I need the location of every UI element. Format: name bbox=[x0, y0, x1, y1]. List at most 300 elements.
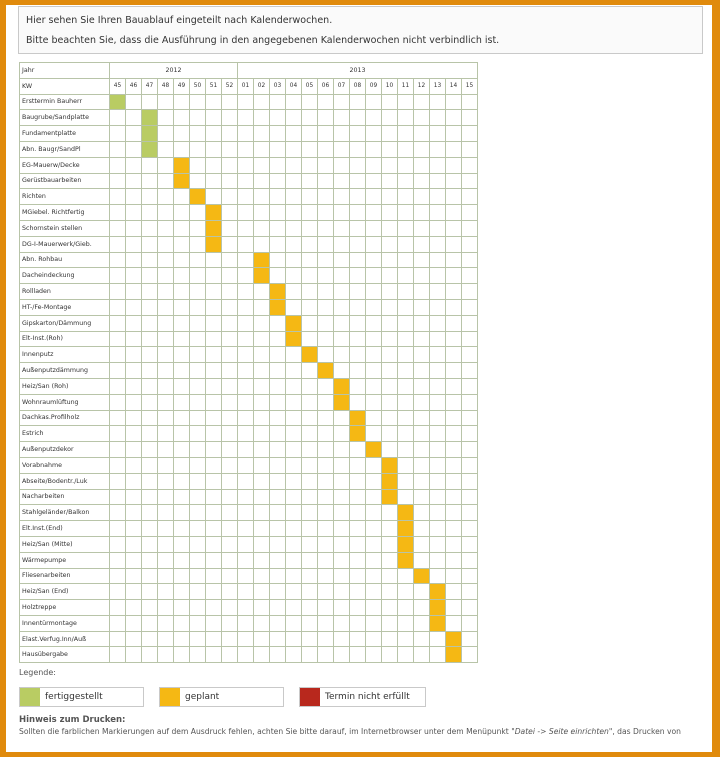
print-hint-title: Hinweis zum Drucken: bbox=[19, 715, 126, 725]
task-week-marker bbox=[446, 631, 462, 647]
week-cell bbox=[110, 220, 126, 236]
week-cell bbox=[158, 505, 174, 521]
week-cell bbox=[126, 299, 142, 315]
week-cell bbox=[334, 584, 350, 600]
week-cell bbox=[366, 299, 382, 315]
week-cell bbox=[142, 220, 158, 236]
week-cell bbox=[142, 426, 158, 442]
week-cell bbox=[350, 157, 366, 173]
task-week-marker bbox=[334, 394, 350, 410]
week-cell bbox=[270, 615, 286, 631]
week-cell bbox=[398, 252, 414, 268]
week-cell bbox=[318, 584, 334, 600]
week-cell bbox=[190, 205, 206, 221]
week-cell bbox=[398, 489, 414, 505]
week-cell bbox=[414, 647, 430, 663]
week-cell bbox=[302, 205, 318, 221]
week-cell bbox=[430, 473, 446, 489]
week-cell bbox=[270, 631, 286, 647]
week-cell bbox=[158, 284, 174, 300]
task-name: Dachkas.Profilholz bbox=[20, 410, 110, 426]
task-name: Estrich bbox=[20, 426, 110, 442]
week-cell bbox=[254, 205, 270, 221]
week-cell bbox=[110, 236, 126, 252]
week-cell bbox=[318, 268, 334, 284]
week-cell bbox=[126, 489, 142, 505]
week-cell bbox=[174, 600, 190, 616]
week-cell bbox=[222, 252, 238, 268]
task-name: Wärmepumpe bbox=[20, 552, 110, 568]
week-cell bbox=[462, 647, 478, 663]
week-cell bbox=[158, 126, 174, 142]
week-cell bbox=[430, 252, 446, 268]
week-cell bbox=[286, 268, 302, 284]
week-cell bbox=[286, 299, 302, 315]
week-cell bbox=[398, 442, 414, 458]
week-cell bbox=[398, 457, 414, 473]
week-cell bbox=[158, 110, 174, 126]
week-cell bbox=[206, 299, 222, 315]
week-cell bbox=[270, 363, 286, 379]
week-cell bbox=[414, 315, 430, 331]
week-cell bbox=[190, 173, 206, 189]
week-cell bbox=[382, 126, 398, 142]
week-cell bbox=[110, 521, 126, 537]
week-cell bbox=[174, 378, 190, 394]
week-cell bbox=[462, 442, 478, 458]
week-cell bbox=[446, 505, 462, 521]
task-week-marker bbox=[302, 347, 318, 363]
week-cell bbox=[414, 110, 430, 126]
week-cell bbox=[382, 552, 398, 568]
week-cell bbox=[334, 189, 350, 205]
task-row bbox=[20, 189, 478, 205]
week-cell bbox=[254, 141, 270, 157]
week-cell bbox=[462, 236, 478, 252]
week-cell bbox=[398, 600, 414, 616]
week-cell bbox=[302, 126, 318, 142]
week-cell bbox=[254, 457, 270, 473]
week-cell bbox=[286, 189, 302, 205]
week-cell bbox=[366, 126, 382, 142]
week-header-cell: 14 bbox=[446, 78, 462, 94]
week-cell bbox=[366, 631, 382, 647]
week-cell bbox=[206, 378, 222, 394]
week-header-label: KW bbox=[20, 78, 110, 94]
week-cell bbox=[158, 521, 174, 537]
week-cell bbox=[270, 521, 286, 537]
week-cell bbox=[190, 615, 206, 631]
week-cell bbox=[206, 363, 222, 379]
task-week-marker bbox=[190, 189, 206, 205]
week-cell bbox=[446, 315, 462, 331]
week-cell bbox=[254, 236, 270, 252]
week-cell bbox=[382, 205, 398, 221]
week-cell bbox=[238, 505, 254, 521]
week-cell bbox=[222, 410, 238, 426]
week-cell bbox=[270, 173, 286, 189]
week-cell bbox=[270, 157, 286, 173]
week-cell bbox=[382, 299, 398, 315]
week-cell bbox=[206, 189, 222, 205]
week-cell bbox=[286, 141, 302, 157]
week-cell bbox=[270, 205, 286, 221]
week-cell bbox=[238, 615, 254, 631]
week-cell bbox=[174, 631, 190, 647]
week-cell bbox=[206, 615, 222, 631]
week-cell bbox=[222, 110, 238, 126]
task-week-marker bbox=[318, 363, 334, 379]
week-cell bbox=[334, 568, 350, 584]
week-header-cell: 05 bbox=[302, 78, 318, 94]
week-cell bbox=[382, 173, 398, 189]
week-cell bbox=[302, 236, 318, 252]
year-header-cell: 2013 bbox=[238, 63, 478, 79]
week-cell bbox=[190, 378, 206, 394]
week-cell bbox=[174, 347, 190, 363]
week-cell bbox=[142, 394, 158, 410]
task-week-marker bbox=[206, 205, 222, 221]
week-cell bbox=[318, 284, 334, 300]
week-cell bbox=[430, 268, 446, 284]
week-cell bbox=[366, 426, 382, 442]
week-cell bbox=[158, 173, 174, 189]
week-cell bbox=[254, 299, 270, 315]
week-cell bbox=[398, 584, 414, 600]
week-cell bbox=[222, 347, 238, 363]
week-cell bbox=[350, 363, 366, 379]
week-header-cell: 45 bbox=[110, 78, 126, 94]
week-cell bbox=[366, 363, 382, 379]
week-cell bbox=[158, 189, 174, 205]
task-name: Außenputzdämmung bbox=[20, 363, 110, 379]
week-header-cell: 15 bbox=[462, 78, 478, 94]
week-cell bbox=[206, 552, 222, 568]
task-week-marker bbox=[142, 110, 158, 126]
week-cell bbox=[286, 252, 302, 268]
week-cell bbox=[414, 299, 430, 315]
week-cell bbox=[350, 110, 366, 126]
week-cell bbox=[174, 189, 190, 205]
week-cell bbox=[238, 110, 254, 126]
week-cell bbox=[270, 489, 286, 505]
week-cell bbox=[222, 157, 238, 173]
week-cell bbox=[334, 94, 350, 110]
week-cell bbox=[398, 110, 414, 126]
week-cell bbox=[142, 252, 158, 268]
week-cell bbox=[158, 363, 174, 379]
week-cell bbox=[446, 536, 462, 552]
week-cell bbox=[446, 347, 462, 363]
week-cell bbox=[366, 110, 382, 126]
week-cell bbox=[270, 252, 286, 268]
week-cell bbox=[190, 426, 206, 442]
week-cell bbox=[446, 236, 462, 252]
week-cell bbox=[286, 173, 302, 189]
week-cell bbox=[110, 157, 126, 173]
week-cell bbox=[142, 473, 158, 489]
week-cell bbox=[110, 600, 126, 616]
week-cell bbox=[110, 252, 126, 268]
week-cell bbox=[238, 331, 254, 347]
week-cell bbox=[302, 536, 318, 552]
week-cell bbox=[302, 299, 318, 315]
week-cell bbox=[254, 489, 270, 505]
week-cell bbox=[430, 489, 446, 505]
task-row bbox=[20, 126, 478, 142]
week-cell bbox=[190, 331, 206, 347]
week-cell bbox=[446, 615, 462, 631]
week-cell bbox=[318, 505, 334, 521]
task-week-marker bbox=[142, 141, 158, 157]
task-week-marker bbox=[350, 426, 366, 442]
week-cell bbox=[110, 268, 126, 284]
print-hint-text bbox=[19, 726, 709, 737]
week-cell bbox=[158, 205, 174, 221]
week-cell bbox=[398, 568, 414, 584]
week-cell bbox=[126, 442, 142, 458]
week-cell bbox=[238, 363, 254, 379]
week-cell bbox=[286, 631, 302, 647]
week-cell bbox=[302, 378, 318, 394]
week-cell bbox=[270, 378, 286, 394]
week-cell bbox=[190, 489, 206, 505]
week-cell bbox=[398, 426, 414, 442]
week-cell bbox=[206, 284, 222, 300]
week-cell bbox=[430, 220, 446, 236]
week-cell bbox=[286, 457, 302, 473]
week-cell bbox=[126, 173, 142, 189]
week-cell bbox=[382, 331, 398, 347]
week-cell bbox=[174, 205, 190, 221]
week-cell bbox=[382, 189, 398, 205]
week-cell bbox=[222, 536, 238, 552]
week-cell bbox=[398, 647, 414, 663]
week-cell bbox=[158, 236, 174, 252]
week-cell bbox=[334, 505, 350, 521]
week-cell bbox=[190, 457, 206, 473]
week-cell bbox=[414, 600, 430, 616]
week-cell bbox=[126, 600, 142, 616]
week-cell bbox=[270, 426, 286, 442]
legend-swatch-missed bbox=[300, 688, 320, 706]
week-cell bbox=[222, 268, 238, 284]
week-cell bbox=[142, 600, 158, 616]
week-cell bbox=[222, 189, 238, 205]
week-cell bbox=[254, 331, 270, 347]
task-week-marker bbox=[254, 268, 270, 284]
week-cell bbox=[110, 299, 126, 315]
week-cell bbox=[142, 331, 158, 347]
week-cell bbox=[142, 568, 158, 584]
week-cell bbox=[414, 394, 430, 410]
week-cell bbox=[382, 252, 398, 268]
week-cell bbox=[190, 268, 206, 284]
week-cell bbox=[350, 647, 366, 663]
week-cell bbox=[430, 521, 446, 537]
task-name: Innenputz bbox=[20, 347, 110, 363]
task-week-marker bbox=[206, 220, 222, 236]
week-cell bbox=[318, 126, 334, 142]
week-cell bbox=[142, 615, 158, 631]
week-cell bbox=[350, 394, 366, 410]
task-week-marker bbox=[270, 284, 286, 300]
week-cell bbox=[430, 236, 446, 252]
task-row bbox=[20, 552, 478, 568]
week-cell bbox=[302, 173, 318, 189]
week-cell bbox=[174, 315, 190, 331]
week-cell bbox=[446, 173, 462, 189]
task-name: HT-/Fe-Montage bbox=[20, 299, 110, 315]
task-week-marker bbox=[254, 252, 270, 268]
week-cell bbox=[110, 426, 126, 442]
week-cell bbox=[222, 505, 238, 521]
week-cell bbox=[366, 600, 382, 616]
week-cell bbox=[158, 615, 174, 631]
task-name: MGiebel. Richtfertig bbox=[20, 205, 110, 221]
week-cell bbox=[286, 110, 302, 126]
week-cell bbox=[126, 284, 142, 300]
week-cell bbox=[462, 205, 478, 221]
week-cell bbox=[126, 205, 142, 221]
week-cell bbox=[254, 505, 270, 521]
print-hint-text-after: , das Drucken von bbox=[612, 727, 681, 736]
week-cell bbox=[350, 521, 366, 537]
week-cell bbox=[174, 521, 190, 537]
week-cell bbox=[446, 473, 462, 489]
page-frame bbox=[6, 5, 712, 752]
week-cell bbox=[142, 631, 158, 647]
task-week-marker bbox=[286, 331, 302, 347]
week-cell bbox=[462, 94, 478, 110]
week-cell bbox=[206, 457, 222, 473]
week-cell bbox=[462, 394, 478, 410]
week-cell bbox=[110, 331, 126, 347]
task-week-marker bbox=[350, 410, 366, 426]
week-cell bbox=[302, 457, 318, 473]
week-cell bbox=[462, 347, 478, 363]
week-cell bbox=[302, 426, 318, 442]
week-cell bbox=[222, 141, 238, 157]
week-cell bbox=[366, 584, 382, 600]
week-cell bbox=[190, 94, 206, 110]
week-cell bbox=[318, 615, 334, 631]
week-cell bbox=[286, 489, 302, 505]
week-cell bbox=[238, 457, 254, 473]
task-name: Fliesenarbeiten bbox=[20, 568, 110, 584]
week-cell bbox=[350, 284, 366, 300]
task-row bbox=[20, 536, 478, 552]
week-cell bbox=[350, 615, 366, 631]
task-week-marker bbox=[398, 505, 414, 521]
week-cell bbox=[462, 410, 478, 426]
week-cell bbox=[462, 521, 478, 537]
week-cell bbox=[446, 252, 462, 268]
week-cell bbox=[110, 284, 126, 300]
week-cell bbox=[222, 426, 238, 442]
week-cell bbox=[286, 600, 302, 616]
week-cell bbox=[286, 284, 302, 300]
week-cell bbox=[382, 157, 398, 173]
week-cell bbox=[254, 410, 270, 426]
week-cell bbox=[222, 173, 238, 189]
week-cell bbox=[142, 236, 158, 252]
week-cell bbox=[142, 189, 158, 205]
week-cell bbox=[334, 615, 350, 631]
week-cell bbox=[350, 189, 366, 205]
week-cell bbox=[206, 252, 222, 268]
task-name: Fundamentplatte bbox=[20, 126, 110, 142]
task-week-marker bbox=[430, 615, 446, 631]
week-header-cell: 49 bbox=[174, 78, 190, 94]
week-cell bbox=[110, 347, 126, 363]
task-week-marker bbox=[446, 647, 462, 663]
week-cell bbox=[334, 442, 350, 458]
week-cell bbox=[238, 299, 254, 315]
week-cell bbox=[286, 126, 302, 142]
week-cell bbox=[206, 521, 222, 537]
task-name: Holztreppe bbox=[20, 600, 110, 616]
week-cell bbox=[254, 647, 270, 663]
task-name: Gipskarton/Dämmung bbox=[20, 315, 110, 331]
week-cell bbox=[270, 268, 286, 284]
week-cell bbox=[350, 205, 366, 221]
task-name: Abseite/Bodentr./Luk bbox=[20, 473, 110, 489]
week-cell bbox=[382, 615, 398, 631]
week-cell bbox=[238, 220, 254, 236]
week-cell bbox=[398, 268, 414, 284]
week-cell bbox=[302, 552, 318, 568]
week-cell bbox=[318, 568, 334, 584]
week-cell bbox=[190, 568, 206, 584]
week-cell bbox=[446, 600, 462, 616]
week-cell bbox=[286, 426, 302, 442]
week-cell bbox=[110, 141, 126, 157]
week-cell bbox=[414, 268, 430, 284]
week-cell bbox=[254, 126, 270, 142]
week-cell bbox=[270, 600, 286, 616]
week-cell bbox=[414, 473, 430, 489]
week-cell bbox=[206, 126, 222, 142]
week-cell bbox=[446, 110, 462, 126]
week-cell bbox=[446, 568, 462, 584]
week-cell bbox=[110, 489, 126, 505]
week-cell bbox=[366, 489, 382, 505]
week-cell bbox=[414, 331, 430, 347]
week-cell bbox=[318, 205, 334, 221]
week-cell bbox=[414, 631, 430, 647]
week-cell bbox=[126, 268, 142, 284]
week-cell bbox=[446, 205, 462, 221]
legend-swatch-planned bbox=[160, 688, 180, 706]
week-cell bbox=[238, 568, 254, 584]
week-cell bbox=[142, 505, 158, 521]
task-week-marker bbox=[382, 489, 398, 505]
legend-label-missed: Termin nicht erfüllt bbox=[325, 692, 410, 702]
week-cell bbox=[318, 600, 334, 616]
week-cell bbox=[174, 331, 190, 347]
week-cell bbox=[462, 536, 478, 552]
task-row bbox=[20, 568, 478, 584]
week-cell bbox=[398, 284, 414, 300]
week-cell bbox=[158, 157, 174, 173]
week-cell bbox=[174, 552, 190, 568]
week-cell bbox=[366, 410, 382, 426]
week-cell bbox=[366, 378, 382, 394]
week-cell bbox=[350, 315, 366, 331]
week-header-cell: 46 bbox=[126, 78, 142, 94]
week-cell bbox=[190, 347, 206, 363]
